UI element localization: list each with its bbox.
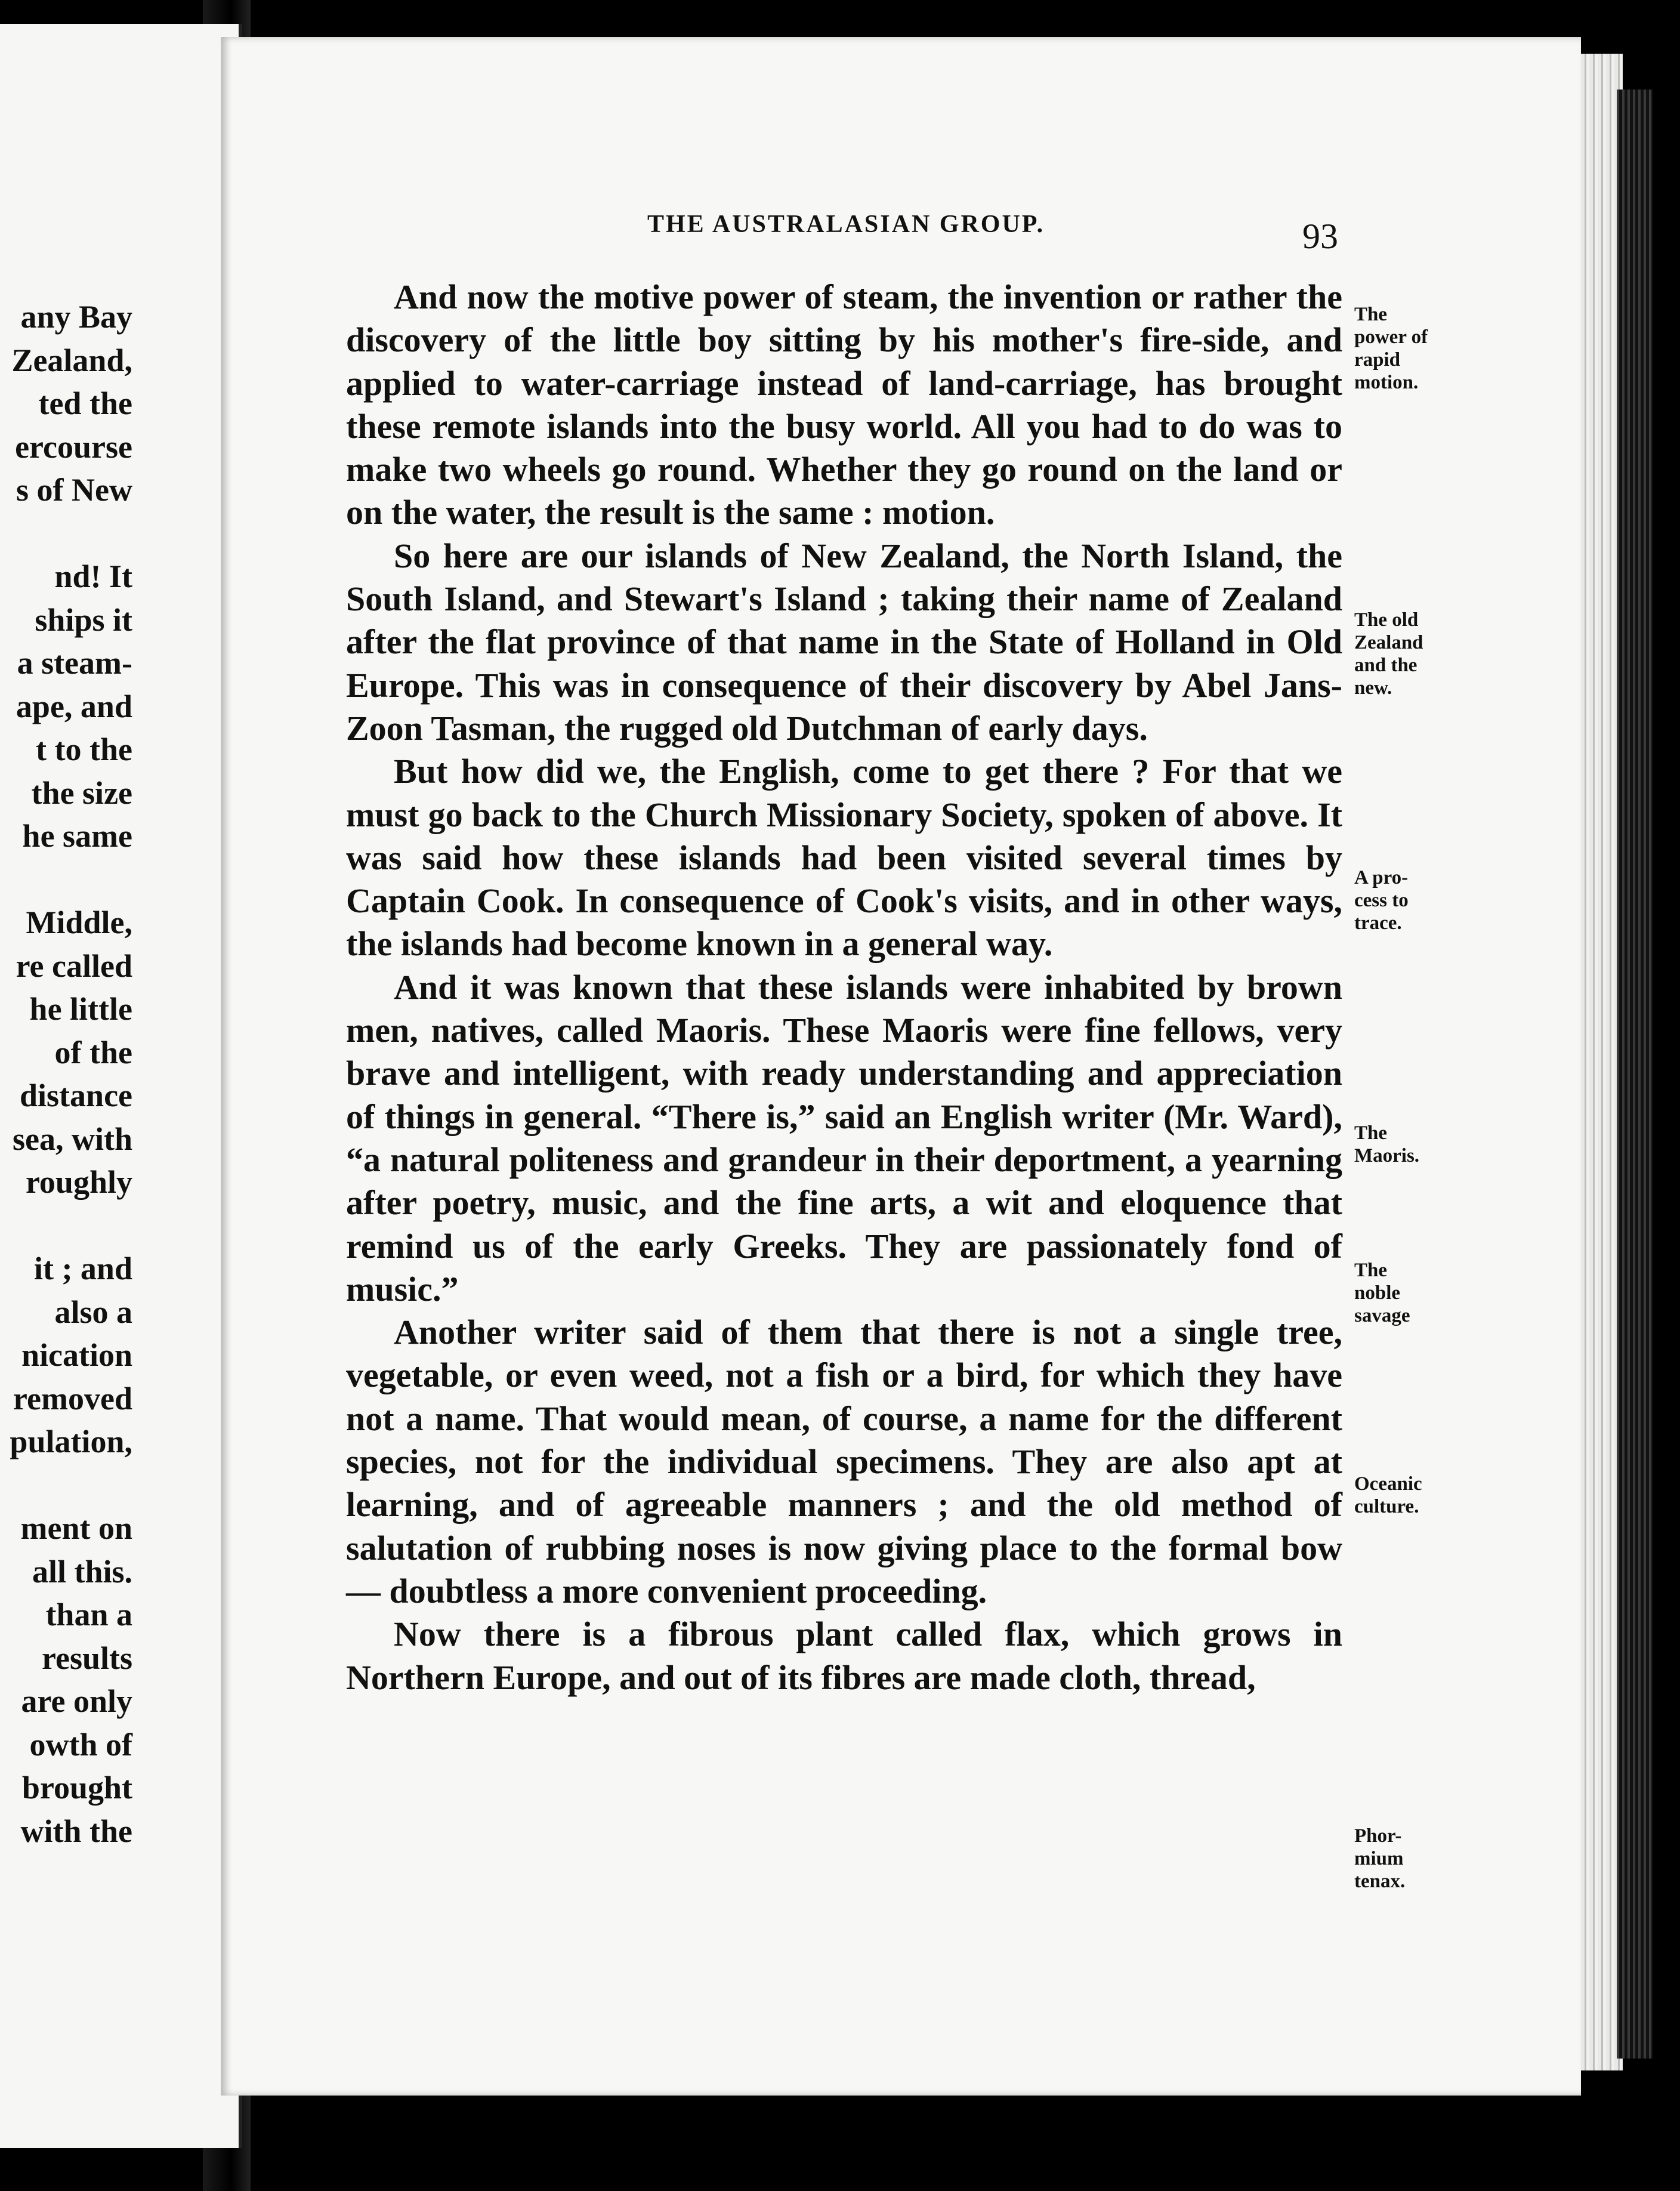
sidenote: The noble savage [1354, 1260, 1410, 1326]
left-page-line: nication [21, 1337, 132, 1373]
left-page-line: Zealand, [11, 342, 132, 378]
left-page-line: nd! It [54, 558, 132, 594]
book-cover-edge [1617, 90, 1653, 2059]
left-page-line: results [41, 1640, 132, 1676]
left-page-line: sea, with [13, 1121, 132, 1157]
running-title: THE AUSTRALASIAN GROUP. [647, 211, 1045, 238]
page-number: 93 [1302, 217, 1338, 256]
left-page-line: with the [20, 1813, 132, 1849]
left-page-line: re called [16, 948, 132, 984]
left-page-line: all this. [32, 1553, 132, 1590]
left-page-line: owth of [29, 1726, 132, 1763]
left-page-gap [0, 858, 239, 902]
left-page-line: brought [21, 1770, 132, 1806]
body-text [346, 276, 1342, 1699]
left-page-line: s of New [16, 472, 132, 508]
left-page-text [0, 295, 239, 1853]
left-page-line: any Bay [20, 299, 132, 335]
paragraph: And it was known that these islands were inhabited by brown men, natives, called Maoris. These Maoris were fine fellows, very brave and intelligent, with ready understanding and appreciation of things in general. “There is,” said an English writer (Mr. Ward), “a natural politeness and grandeur in their deportment, a yearning after poetry, music, and the fine arts, a wit and eloquence that remind us of the early Greeks. They are passionately fond of music.” [346, 967, 1342, 1309]
paragraph: So here are our islands of New Zealand, the North Island, the South Island, and Stewart's Island ; taking their name of Zealand after the flat province of that name in the State of Holland in Old Europe. This was in consequence of their discovery by Abel Jans-Zoon Tasman, the rugged old Dutchman of early days. [346, 536, 1342, 748]
left-page-line: the size [31, 774, 132, 811]
sidenote: A pro- cess to trace. [1354, 867, 1409, 934]
sidenote: The power of rapid motion. [1354, 304, 1428, 393]
left-facing-page [0, 24, 242, 2148]
left-page-line: he little [29, 991, 132, 1027]
left-page-line: t to the [36, 732, 132, 767]
left-page-line: Middle, [26, 905, 132, 940]
left-page-line: ape, and [16, 688, 132, 724]
left-page-line: are only [21, 1683, 132, 1719]
left-page-line: ercourse [15, 428, 132, 465]
left-page-line: he same [22, 818, 132, 854]
left-page-line: a steam- [17, 645, 132, 681]
left-page-line: distance [20, 1078, 132, 1113]
paragraph: But how did we, the English, come to get there ? For that we must go back to the Church Missionary Society, spoken of above. It was said how these islands had been visited several times by Captain Cook. In consequence of Cook's visits, and in other ways, the islands had become known in a general way. [346, 752, 1342, 964]
left-page-line: roughly [25, 1164, 132, 1200]
left-page-line: it ; and [33, 1251, 132, 1286]
left-page-gap [0, 1204, 239, 1248]
left-page-gap [0, 512, 239, 556]
left-page-line: pulation, [10, 1424, 132, 1459]
sidenote: Oceanic culture. [1354, 1473, 1422, 1517]
left-page-line: ment on [20, 1510, 132, 1546]
sidenote: The old Zealand and the new. [1354, 609, 1423, 699]
left-page-line: also a [54, 1294, 132, 1330]
paragraph: Now there is a fibrous plant called flax, which grows in Northern Europe, and out of its fibres are made cloth, thread, [346, 1615, 1342, 1697]
left-page-line: of the [54, 1034, 132, 1070]
sidenote: The Maoris. [1354, 1122, 1420, 1167]
left-page-line: removed [13, 1380, 132, 1417]
sidenote: Phor- mium tenax. [1354, 1825, 1406, 1892]
left-page-line: ted the [38, 385, 132, 421]
paragraph: Another writer said of them that there is not a single tree, vegetable, or even weed, not a fish or a bird, for which they have not a name. That would mean, of course, a name for the different species, not for the individual specimens. They are also apt at learning, and of agreeable manners ; and the old method of salutation of rubbing noses is now giving place to the formal bow — doubtless a more convenient proceeding. [346, 1313, 1342, 1610]
paragraph: And now the motive power of steam, the invention or rather the discovery of the little boy sitting by his mother's fire-side, and applied to water-carriage instead of land-carriage, has brought these remote islands into the busy world. All you had to do was to make two wheels go round. Whether they go round on the land or on the water, the result is the same : motion. [346, 277, 1342, 532]
left-page-line: than a [45, 1597, 132, 1633]
left-page-gap [0, 1464, 239, 1507]
left-page-line: ships it [35, 601, 132, 638]
